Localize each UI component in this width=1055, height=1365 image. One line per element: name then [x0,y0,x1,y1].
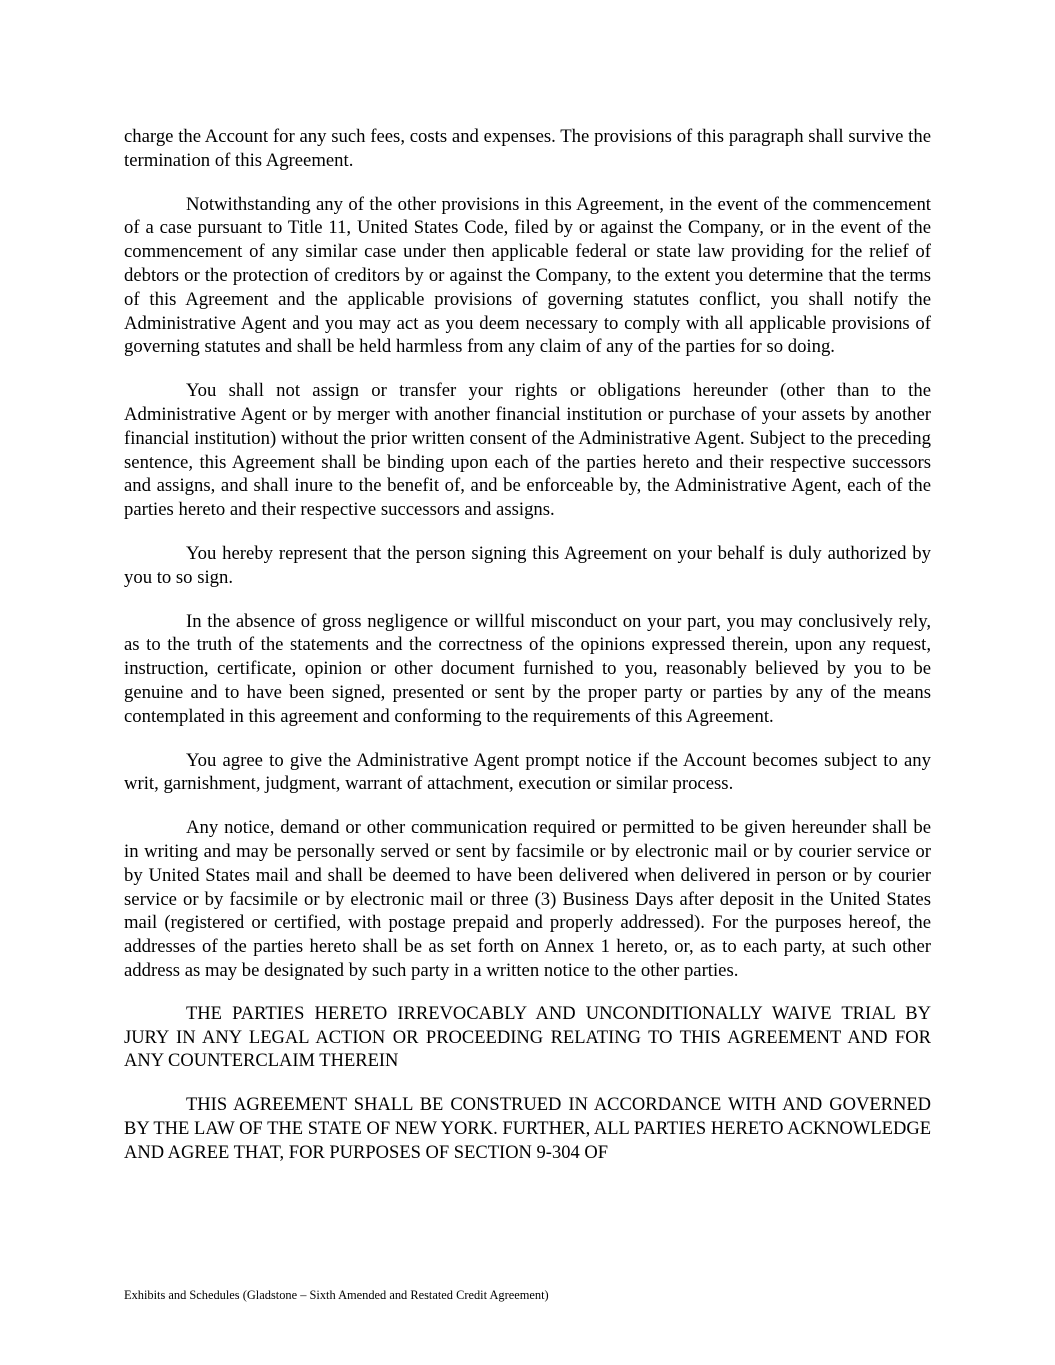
paragraph-bankruptcy-conflict: Notwithstanding any of the other provisions in this Agreement, in the event of the commencement of a case pursuant to Title 11, United States Code, filed by or against the Company, or in the event of the commencement of any similar case under then applicable federal or state law providing for the relief of debtors or the protection of creditors by or against the Company, to the extent you determine that the terms of this Agreement and the applicable provisions of governing statutes conflict, you shall notify the Administrative Agent and you may act as you deem necessary to comply with all applicable provisions of governing statutes and shall be held harmless from any claim of any of the parties for so doing. [124,193,931,358]
paragraph-jury-waiver: THE PARTIES HERETO IRREVOCABLY AND UNCONDITIONALLY WAIVE TRIAL BY JURY IN ANY LEGAL ACTION OR PROCEEDING RELATING TO THIS AGREEMENT AND FOR ANY COUNTERCLAIM THEREIN [124,1003,931,1072]
page-footer: Exhibits and Schedules (Gladstone – Sixth Amended and Restated Credit Agreement) [124,1288,549,1302]
paragraph-reliance: In the absence of gross negligence or willful misconduct on your part, you may conclusively rely, as to the truth of the statements and the correctness of the opinions expressed therein, upon any request, instruction, certificate, opinion or other document furnished to you, reasonably believed by you to be genuine and to have been signed, presented or sent by the proper party or parties by any of the means contemplated in this agreement and conforming to the requirements of this Agreement. [124,610,931,727]
paragraph-governing-law: THIS AGREEMENT SHALL BE CONSTRUED IN ACCORDANCE WITH AND GOVERNED BY THE LAW OF THE STATE OF NEW YORK. FURTHER, ALL PARTIES HERETO ACKNOWLEDGE AND AGREE THAT, FOR PURPOSES OF SECTION 9-304 OF [124,1095,931,1163]
paragraph-writ-notice: You agree to give the Administrative Agent prompt notice if the Account becomes subject to any writ, garnishment, judgment, warrant of attachment, execution or similar process. [124,749,931,795]
paragraph-fees-survival: charge the Account for any such fees, costs and expenses. The provisions of this paragraph shall survive the termination of this Agreement. [124,126,931,171]
paragraph-authorization: You hereby represent that the person signing this Agreement on your behalf is duly authorized by you to so sign. [124,542,931,588]
document-body [124,125,931,1185]
paragraph-notices: Any notice, demand or other communication required or permitted to be given hereunder shall be in writing and may be personally served or sent by facsimile or by electronic mail or by courier service or by United States mail and shall be deemed to have been delivered when delivered in person or by courier service or by facsimile or by electronic mail or three (3) Business Days after deposit in the United States mail (registered or certified, with postage prepaid and properly addressed). For the purposes hereof, the addresses of the parties hereto shall be as set forth on Annex 1 hereto, or, as to each party, at such other address as may be designated by such party in a written notice to the other parties. [124,817,931,981]
paragraph-assignment: You shall not assign or transfer your rights or obligations hereunder (other than to the Administrative Agent or by merger with another financial institution or purchase of your assets by another financial institution) without the prior written consent of the Administrative Agent. Subject to the preceding sentence, this Agreement shall be binding upon each of the parties hereto and their respective successors and assigns, and shall inure to the benefit of, and be enforceable by, the Administrative Agent, each of the parties hereto and their respective successors and assigns. [124,380,931,521]
